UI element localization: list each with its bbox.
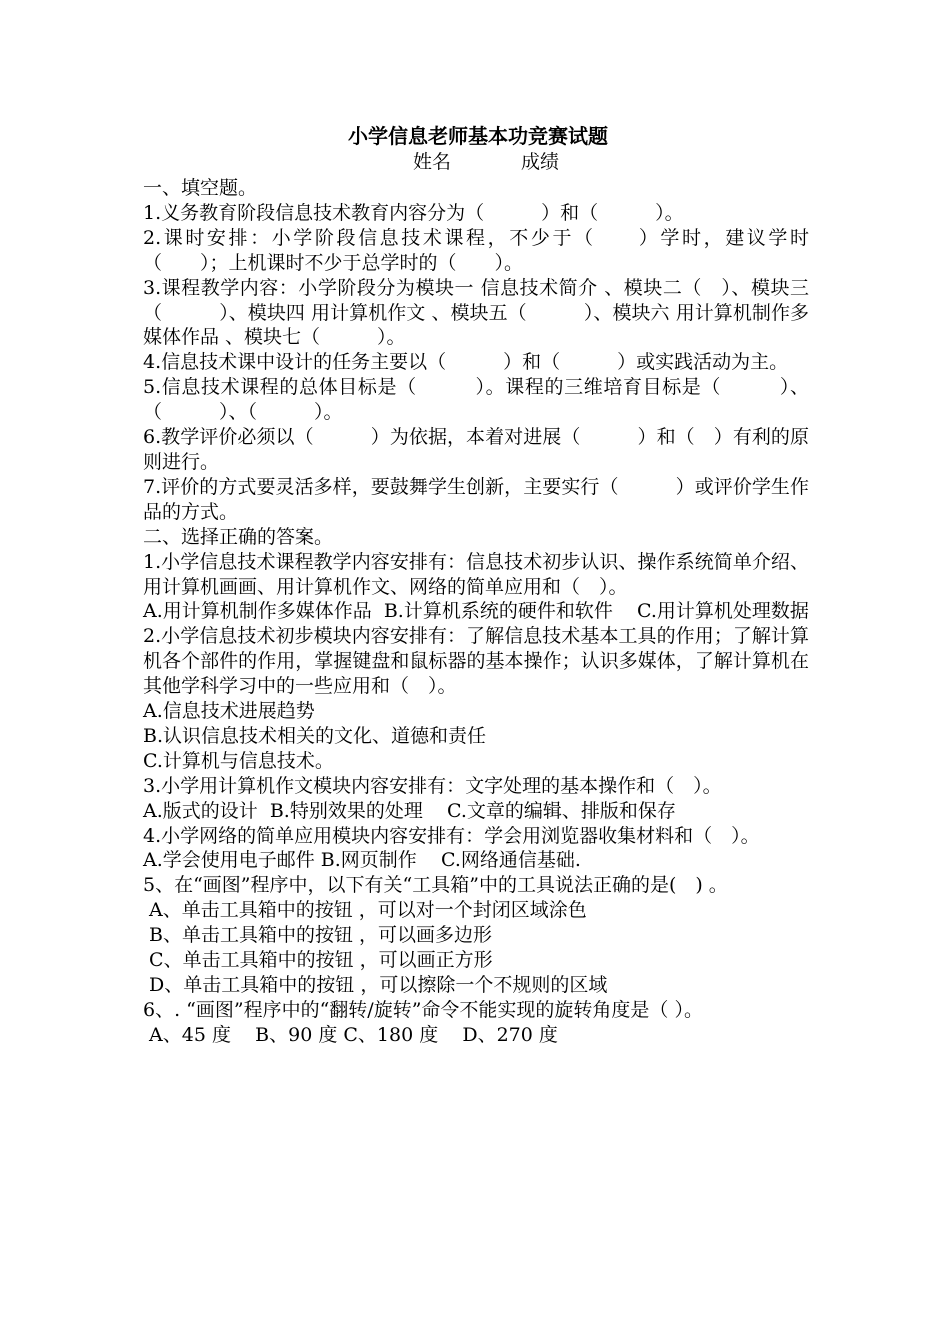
question-line: 4.小学网络的简单应用模块内容安排有：学会用浏览器收集材料和（ ）。 <box>143 824 760 847</box>
section-heading-fill-blank: 一、填空题。 <box>143 177 258 199</box>
question-line: 3.小学用计算机作文模块内容安排有：文字处理的基本操作和（ ）。 <box>143 774 722 797</box>
answer-options: A.版式的设计 B.特别效果的处理 C.文章的编辑、排版和保存 <box>143 799 676 822</box>
question-line: 6.教学评价必须以（ ）为依据，本着对进展（ ）和（ ）有利的原则进行。 <box>143 426 809 473</box>
answer-option: B、单击工具箱中的按钮 ，可以画多边形 <box>143 924 493 947</box>
exam-document <box>143 122 809 1048</box>
section-heading-choice: 二、选择正确的答案。 <box>143 525 334 548</box>
question-line: 2.课时安排：小学阶段信息技术课程，不少于（ ）学时，建议学时（ ）；上机课时不少于总学时的（ ）。 <box>143 226 809 274</box>
question-line: 5、在“画图”程序中，以下有关“工具箱”中的工具说法正确的是( ) 。 <box>143 874 728 897</box>
document-body <box>143 176 809 1048</box>
answer-option: C.计算机与信息技术。 <box>143 749 334 772</box>
name-label: 姓名 <box>412 151 451 173</box>
answer-option: A、单击工具箱中的按钮 ，可以对一个封闭区域涂色 <box>143 899 587 922</box>
answer-options: A.用计算机制作多媒体作品 B.计算机系统的硬件和软件 C.用计算机处理数据 <box>143 600 809 623</box>
answer-option: A.信息技术进展趋势 <box>143 700 315 723</box>
answer-option: D、单击工具箱中的按钮 ，可以擦除一个不规则的区域 <box>143 974 608 996</box>
question-line: 1.义务教育阶段信息技术教育内容分为（ ）和（ ）。 <box>143 201 684 224</box>
question-line: 3.课程教学内容：小学阶段分为模块一 信息技术简介 、模块二（ ）、模块三（ ）、模块四 用计算机作文 、模块五（ ）、模块六 用计算机制作多媒体作品 、模块七（ ）。 <box>143 276 809 349</box>
score-label: 成绩 <box>521 151 560 173</box>
question-line: 1.小学信息技术课程教学内容安排有：信息技术初步认识、操作系统简单介绍、用计算机画画、用计算机作文、网络的简单应用和（ ）。 <box>143 550 809 598</box>
answer-option: B.认识信息技术相关的文化、道德和责任 <box>143 724 487 747</box>
answer-options: A.学会使用电子邮件 B.网页制作 C.网络通信基础. <box>143 849 581 872</box>
answer-options: A、45 度 B、90 度 C、180 度 D、270 度 <box>143 1023 558 1046</box>
answer-option: C、单击工具箱中的按钮 ，可以画正方形 <box>143 949 493 972</box>
question-line: 7.评价的方式要灵活多样，要鼓舞学生创新，主要实行（ ）或评价学生作品的方式。 <box>143 475 809 523</box>
document-title: 小学信息老师基本功竞赛试题 <box>348 124 608 148</box>
question-line: 6、. “画图”程序中的“翻转/旋转”命令不能实现的旋转角度是（ ）。 <box>143 998 703 1021</box>
name-score-row <box>143 150 809 174</box>
question-line: 4.信息技术课中设计的任务主要以（ ）和（ ）或实践活动为主。 <box>143 351 789 374</box>
question-line: 5.信息技术课程的总体目标是（ ）。课程的三维培育目标是（ ）、（ ）、（ ）。 <box>143 376 809 424</box>
question-line: 2.小学信息技术初步模块内容安排有：了解信息技术基本工具的作用；了解计算机各个部件的作用，掌握键盘和鼠标器的基本操作；认识多媒体，了解计算机在其他学科学习中的一些应用和（ ）。 <box>143 625 809 698</box>
